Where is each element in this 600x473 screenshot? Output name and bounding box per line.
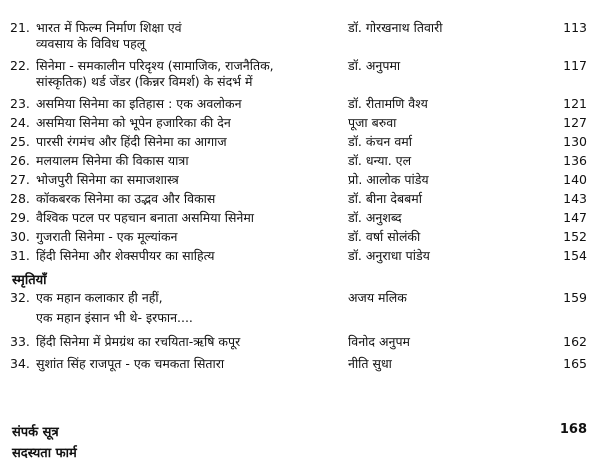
entry-title	[36, 115, 231, 131]
entry-number: 25.	[10, 134, 30, 149]
entry-page-number: 113	[563, 20, 587, 35]
entry-title	[36, 290, 193, 326]
entry-title	[36, 248, 215, 264]
entry-author: प्रो. आलोक पांडेय	[348, 172, 429, 187]
entry-number: 30.	[10, 229, 30, 244]
entry-page-number: 127	[563, 115, 587, 130]
entry-title-line: वैश्विक पटल पर पहचान बनाता असमिया सिनेमा	[36, 210, 255, 225]
entry-title	[36, 58, 274, 90]
entry-title-line: गुजराती सिनेमा - एक मूल्यांकन	[36, 229, 178, 244]
entry-page-number: 130	[563, 134, 587, 149]
entry-number: 26.	[10, 153, 30, 168]
back-matter-page-number: 168	[559, 422, 587, 437]
entry-number: 23.	[10, 96, 30, 111]
entry-number: 31.	[10, 248, 30, 263]
entry-number: 34.	[10, 356, 30, 371]
entry-page-number: 162	[563, 334, 587, 349]
entry-page-number: 165	[563, 356, 587, 371]
back-matter-label: सदस्यता फार्म	[12, 446, 77, 461]
entry-number: 24.	[10, 115, 30, 130]
entry-title-line: सांस्कृतिक) थर्ड जेंडर (किन्नर विमर्श) के संदर्भ में	[36, 74, 253, 89]
entry-author: डॉ. बीना देबबर्मा	[348, 191, 423, 206]
entry-page-number: 140	[563, 172, 587, 187]
entry-author: डॉ. कंचन वर्मा	[348, 134, 412, 149]
entry-title-line: मलयालम सिनेमा की विकास यात्रा	[36, 153, 189, 168]
entry-page-number: 143	[563, 191, 587, 206]
entry-title-line: एक महान कलाकार ही नहीं,	[36, 290, 163, 305]
entry-title-line: सिनेमा - समकालीन परिदृश्य (सामाजिक, राजनैतिक,	[36, 58, 274, 73]
entry-page-number: 159	[563, 290, 587, 305]
entry-title	[36, 20, 182, 52]
entry-title-line: सुशांत सिंह राजपूत - एक चमकता सितारा	[36, 356, 225, 371]
entry-title-line: व्यवसाय के विविध पहलू	[36, 36, 146, 51]
back-matter-label: संपर्क सूत्र	[12, 425, 59, 440]
entry-title	[36, 210, 254, 226]
entry-title	[36, 96, 242, 112]
entry-title-line: असमिया सिनेमा को भूपेन हजारिका की देन	[36, 115, 231, 130]
entry-title	[36, 172, 179, 188]
entry-page-number: 117	[563, 58, 587, 73]
entry-title-line: पारसी रंगमंच और हिंदी सिनेमा का आगाज	[36, 134, 227, 149]
entry-author: विनोद अनुपम	[348, 334, 411, 349]
entry-author: डॉ. अनुशब्द	[348, 210, 402, 225]
entry-author: डॉ. गोरखनाथ तिवारी	[348, 20, 443, 35]
entry-number: 33.	[10, 334, 30, 349]
entry-page-number: 147	[563, 210, 587, 225]
entry-author: डॉ. धन्या. एल	[348, 153, 412, 168]
entry-author: अजय मलिक	[348, 290, 407, 305]
entry-title-line: हिंदी सिनेमा में प्रेमग्रंथ का रचयिता-ऋषि कपूर	[36, 334, 241, 349]
entry-author: डॉ. वर्षा सोलंकी	[348, 229, 421, 244]
entry-page-number: 154	[563, 248, 587, 263]
entry-author: डॉ. अनुपमा	[348, 58, 401, 73]
entry-page-number: 121	[563, 96, 587, 111]
entry-author: नीति सुधा	[348, 356, 392, 371]
entry-title-line: एक महान इंसान भी थे- इरफान....	[36, 310, 193, 325]
entry-number: 29.	[10, 210, 30, 225]
section-heading: स्मृतियाँ	[12, 273, 47, 288]
entry-page-number: 152	[563, 229, 587, 244]
entry-number: 21.	[10, 20, 30, 35]
entry-title-line: भोजपुरी सिनेमा का समाजशास्त्र	[36, 172, 179, 187]
entry-title-line: हिंदी सिनेमा और शेक्सपीयर का साहित्य	[36, 248, 215, 263]
entry-number: 27.	[10, 172, 30, 187]
entry-title	[36, 191, 215, 207]
entry-title	[36, 356, 224, 372]
entry-title-line: कॉकबरक सिनेमा का उद्भव और विकास	[36, 191, 216, 206]
entry-title	[36, 134, 227, 150]
entry-number: 28.	[10, 191, 30, 206]
entry-title	[36, 229, 178, 245]
entry-number: 22.	[10, 58, 30, 73]
entry-title-line: भारत में फिल्म निर्माण शिक्षा एवं	[36, 20, 182, 35]
entry-author: डॉ. अनुराधा पांडेय	[348, 248, 430, 263]
entry-author: पूजा बरुवा	[348, 115, 397, 130]
entry-title-line: असमिया सिनेमा का इतिहास : एक अवलोकन	[36, 96, 242, 111]
entry-number: 32.	[10, 290, 30, 305]
entry-title	[36, 334, 240, 350]
entry-title	[36, 153, 189, 169]
entry-author: डॉ. रीतामणि वैश्य	[348, 96, 428, 111]
entry-page-number: 136	[563, 153, 587, 168]
